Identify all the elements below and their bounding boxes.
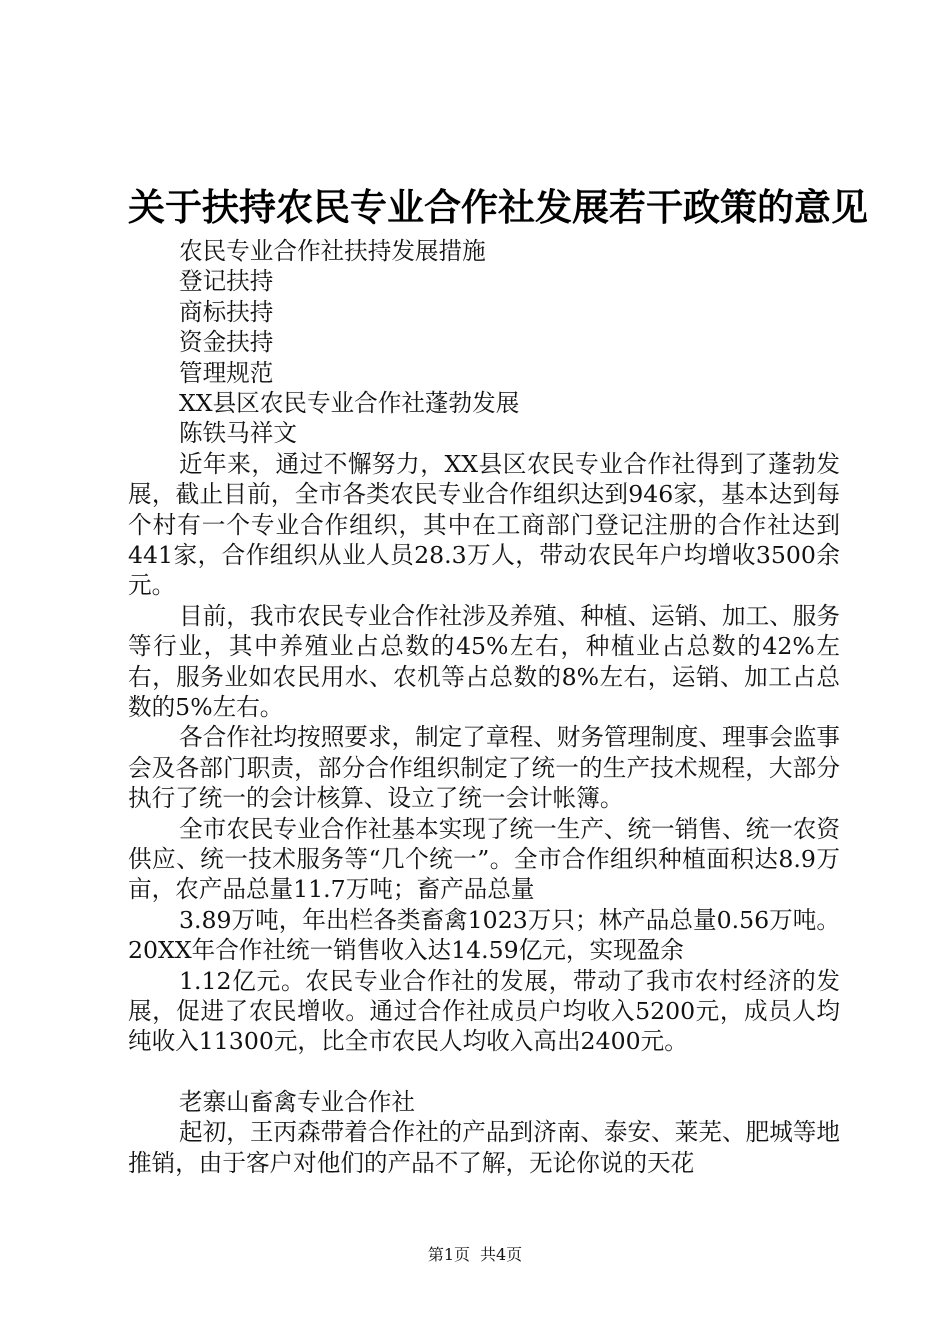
- outline-item: 商标扶持: [179, 297, 274, 326]
- outline-item: 管理规范: [179, 358, 274, 387]
- page-number: 第1页: [427, 1245, 470, 1264]
- outline-item: 农民专业合作社扶持发展措施: [179, 237, 486, 265]
- outline-item: 资金扶持: [179, 328, 274, 357]
- body-paragraph: 各合作社均按照要求，制定了章程、财务管理制度、理事会监事会及各部门职责，部分合作组织制定了统一的生产技术规程，大部分执行了统一的会计核算、设立了统一会计帐簿。: [128, 723, 840, 813]
- author-line: 陈铁马祥文: [179, 419, 297, 448]
- document-title: 关于扶持农民专业合作社发展若干政策的意见: [128, 186, 868, 229]
- page-total: 共4页: [480, 1245, 523, 1264]
- paragraph-gap: [128, 1057, 840, 1087]
- body-paragraph: 起初，王丙森带着合作社的产品到济南、泰安、莱芜、肥城等地推销，由于客户对他们的产品不了解，无论你说的天花: [128, 1118, 840, 1177]
- document-body: [128, 236, 840, 1178]
- outline-item: XX县区农民专业合作社蓬勃发展: [179, 388, 520, 417]
- body-paragraph: 1.12亿元。农民专业合作社的发展，带动了我市农村经济的发展，促进了农民增收。通过合作社成员户均收入5200元，成员人均纯收入11300元，比全市农民人均收入高出2400元。: [128, 966, 840, 1056]
- body-paragraph: 目前，我市农民专业合作社涉及养殖、种植、运销、加工、服务等行业，其中养殖业占总数的45%左右，种植业占总数的42%左右，服务业如农民用水、农机等占总数的8%左右，运销、加工占总数的5%左右。: [128, 601, 840, 721]
- section-heading: 老寨山畜禽专业合作社: [179, 1087, 415, 1116]
- body-paragraph: 全市农民专业合作社基本实现了统一生产、统一销售、统一农资供应、统一技术服务等“几个统一”。全市合作组织种植面积达8.9万亩，农产品总量11.7万吨；畜产品总量: [128, 814, 840, 904]
- outline-item: 登记扶持: [179, 267, 274, 296]
- page-footer: [0, 1242, 950, 1265]
- body-paragraph: 近年来，通过不懈努力，XX县区农民专业合作社得到了蓬勃发展，截止目前，全市各类农民专业合作组织达到946家，基本达到每个村有一个专业合作组织，其中在工商部门登记注册的合作社达到441家，合作组织从业人员28.3万人，带动农民年户均增收3500余元。: [128, 449, 840, 600]
- body-paragraph: 3.89万吨，年出栏各类畜禽1023万只；林产品总量0.56万吨。20XX年合作社统一销售收入达14.59亿元，实现盈余: [128, 905, 840, 965]
